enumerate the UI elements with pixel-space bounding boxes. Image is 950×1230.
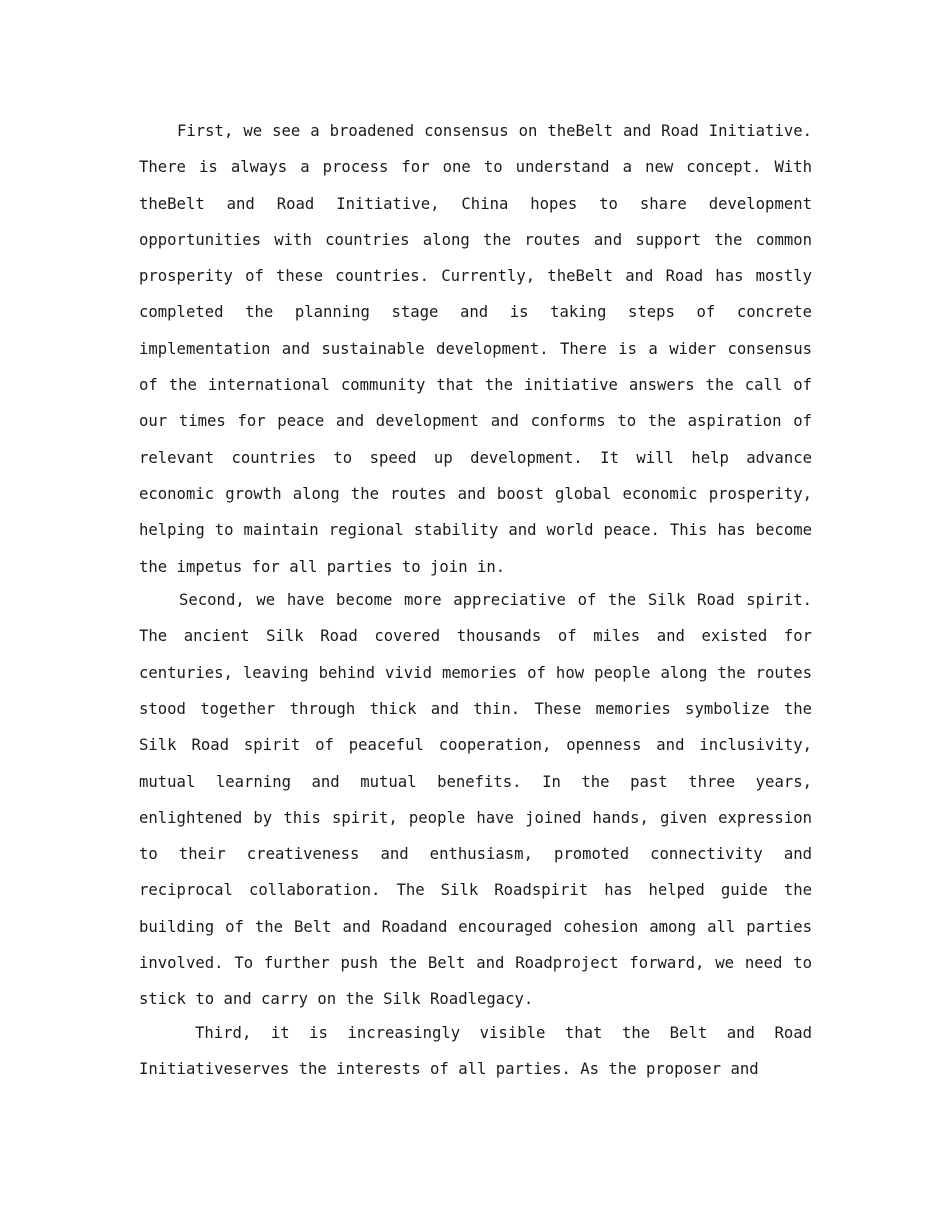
paragraph-belt-road-consensus: First, we see a broadened consensus on theBelt and Road Initiative. There is always a process for one to understand a new concept. With theBelt and Road Initiative, China hopes to share development opportunities with countries along the routes and support the common prosperity of these countries. Currently, theBelt and Road has mostly completed the planning stage and is taking steps of concrete implementation and sustainable development. There is a wider consensus of the international community that the initiative answers the call of our times for peace and development and conforms to the aspiration of relevant countries to speed up development. It will help advance economic growth along the routes and boost global economic prosperity, helping to maintain regional stability and world peace. This has become the impetus for all parties to join in. — [139, 122, 812, 576]
paragraph-interests-of-all-parties: Third, it is increasingly visible that the Belt and Road Initiativeserves the interests of all parties. As the proposer and — [139, 1023, 812, 1079]
paragraph-silk-road-spirit: Second, we have become more appreciative of the Silk Road spirit. The ancient Silk Road covered thousands of miles and existed for centuries, leaving behind vivid memories of how people along the routes stood together through thick and thin. These memories symbolize the Silk Road spirit of peaceful cooperation, openness and inclusivity, mutual learning and mutual benefits. In the past three years, enlightened by this spirit, people have joined hands, given expression to their creativeness and enthusiasm, promoted connectivity and reciprocal collaboration. The Silk Roadspirit has helped guide the building of the Belt and Roadand encouraged cohesion among all parties involved. To further push the Belt and Roadproject forward, we need to stick to and carry on the Silk Roadlegacy. — [139, 591, 812, 1009]
document-body — [139, 113, 812, 1087]
